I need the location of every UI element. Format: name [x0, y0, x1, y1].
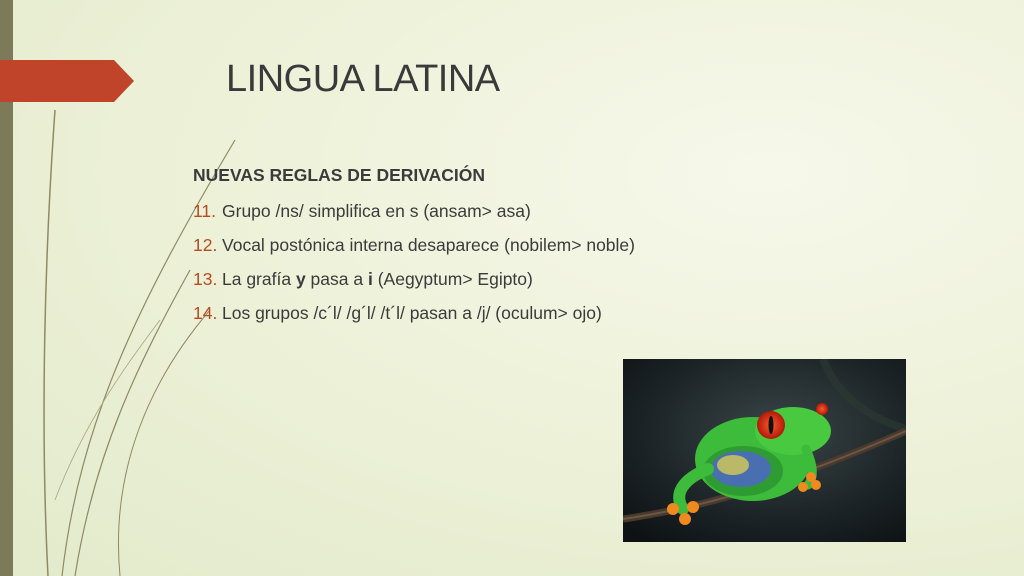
rule-text: Vocal postónica interna desaparece (nobilem> noble) — [222, 235, 635, 255]
slide-title: LINGUA LATINA — [226, 58, 500, 100]
rule-number: 13. — [193, 269, 218, 289]
rule-number: 12. — [193, 235, 218, 255]
rule-text: Grupo /ns/ simplifica en s (ansam> asa) — [222, 201, 531, 221]
rule-item-14 — [193, 300, 635, 334]
rule-item-11 — [193, 198, 635, 232]
rule-item-12 — [193, 232, 635, 266]
rule-item-13 — [193, 266, 635, 300]
rules-list — [193, 198, 635, 334]
title-arrow-shape — [0, 60, 134, 102]
rule-number: 14. — [193, 303, 218, 323]
rule-text: Los grupos /c´l/ /g´l/ /t´l/ pasan a /j/ (oculum> ojo) — [222, 303, 602, 323]
rule-text-mid: pasa a — [305, 269, 368, 289]
rule-bold-i: i — [367, 269, 373, 289]
section-heading: NUEVAS REGLAS DE DERIVACIÓN — [193, 165, 486, 185]
rule-number: 11. — [193, 201, 217, 221]
rule-text-post: (Aegyptum> Egipto) — [372, 269, 533, 289]
rule-bold-y: y — [295, 269, 306, 289]
frog-photo — [623, 359, 906, 542]
rule-text: La grafía — [222, 269, 296, 289]
